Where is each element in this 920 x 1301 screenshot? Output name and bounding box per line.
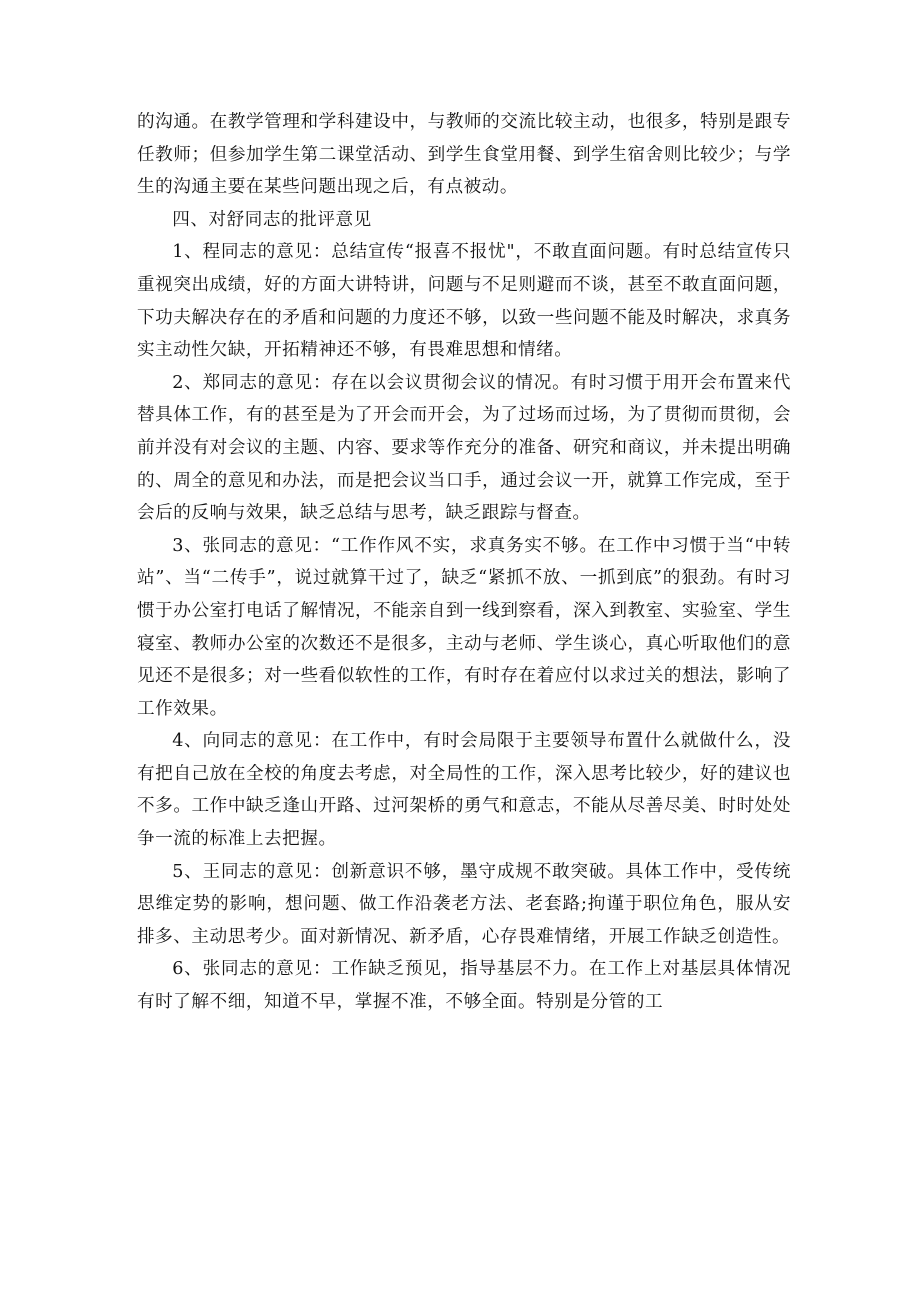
paragraph-opinion-3: 3、张同志的意见：“工作作风不实，求真务实不够。在工作中习惯于当“中转站”、当“二传手”，说过就算干过了，缺乏“紧抓不放、一抓到底”的狠劲。有时习惯于办公室打电话了解情况，不能亲自到一线到察看，深入到教室、实验室、学生寝室、教师办公室的次数还不是很多，主动与老师、学生谈心，真心听取他们的意见还不是很多；对一些看似软性的工作，有时存在着应付以求过关的想法，影响了工作效果。: [137, 535, 791, 719]
paragraph-opinion-5: 5、王同志的意见：创新意识不够，墨守成规不敢突破。具体工作中，受传统思维定势的影响，想问题、做工作沿袭老方法、老套路;拘谨于职位角色，服从安排多、主动思考少。面对新情况、新矛盾，心存畏难情绪，开展工作缺乏创造性。: [137, 861, 791, 947]
paragraph-opinion-1: 1、程同志的意见：总结宣传“报喜不报忧"，不敢直面问题。有时总结宣传只重视突出成绩，好的方面大讲特讲，问题与不足则避而不谈，甚至不敢直面问题，下功夫解决存在的矛盾和问题的力度还不够，以致一些问题不能及时解决，求真务实主动性欠缺，开拓精神还不够，有畏难思想和情绪。: [137, 242, 791, 361]
section-heading: 四、对舒同志的批评意见: [172, 209, 372, 230]
paragraph-opinion-4: 4、向同志的意见：在工作中，有时会局限于主要领导布置什么就做什么，没有把自己放在全校的角度去考虑，对全局性的工作，深入思考比较少，好的建议也不多。工作中缺乏逢山开路、过河架桥的勇气和意志，不能从尽善尽美、时时处处争一流的标准上去把握。: [137, 731, 791, 850]
paragraph-continuation: 的沟通。在教学管理和学科建设中，与教师的交流比较主动，也很多，特别是跟专任教师；但参加学生第二课堂活动、到学生食堂用餐、到学生宿舍则比较少；与学生的沟通主要在某些问题出现之后，有点被动。: [137, 112, 791, 198]
paragraph-opinion-2: 2、郑同志的意见：存在以会议贯彻会议的情况。有时习惯于用开会布置来代替具体工作，有的甚至是为了开会而开会，为了过场而过场，为了贯彻而贯彻，会前并没有对会议的主题、内容、要求等作充分的准备、研究和商议，并未提出明确的、周全的意见和办法，而是把会议当口手，通过会议一开，就算工作完成，至于会后的反响与效果，缺乏总结与思考，缺乏跟踪与督查。: [137, 372, 791, 524]
document-body: [137, 106, 791, 1019]
paragraph-opinion-6: 6、张同志的意见：工作缺乏预见，指导基层不力。在工作上对基层具体情况有时了解不细，知道不早，掌握不准，不够全面。特别是分管的工: [137, 959, 791, 1013]
